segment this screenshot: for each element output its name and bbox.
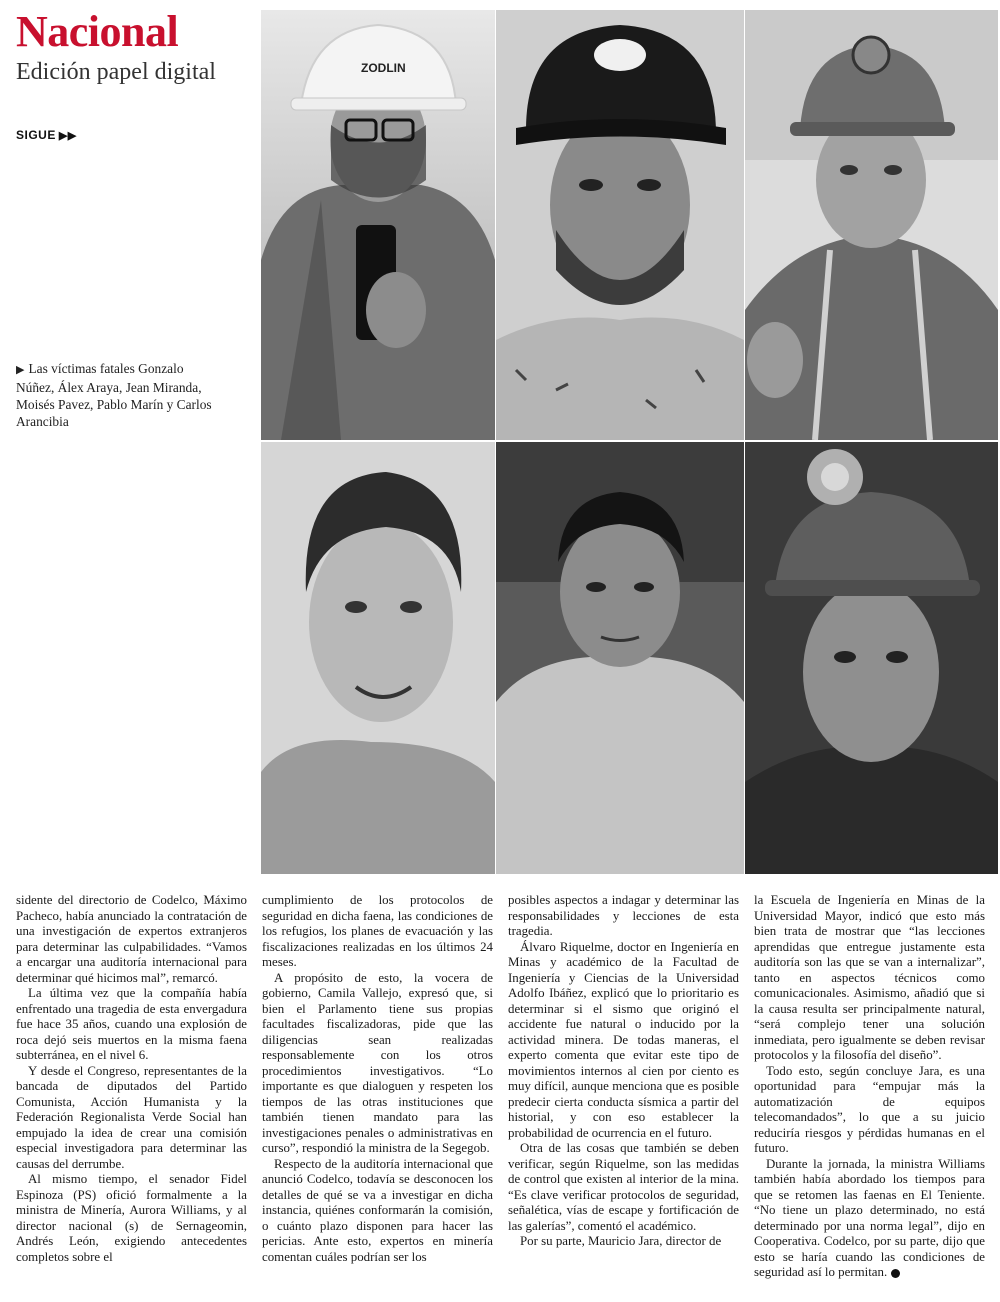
paragraph-text: Durante la jornada, la ministra Williams también había abordado los tiempos para que se retomen las faenas en El Teniente. “No tiene un plazo determinado, no está determinado por una norma legal”, dijo en Cooperativa. Codelco, por su parte, dijo que esto se haría cuando las condiciones de seguridad así lo permitan. [754, 1156, 985, 1279]
victim-photo-1 [261, 10, 495, 440]
paragraph: sidente del directorio de Codelco, Máximo Pacheco, había anunciado la contratación de una investigación de expertos extranjeros para determinar las culpabilidades. “Vamos a encargar una auditoría internacional para determinar qué hicimos mal”, remarcó. [16, 893, 247, 985]
article-column-2 [262, 893, 493, 1293]
caption-marker-icon: ▶ [16, 364, 25, 376]
continue-link[interactable] [16, 128, 77, 142]
paragraph: cumplimiento de los protocolos de seguridad en dicha faena, las condiciones de los refugios, los planes de evacuación y las fiscalizaciones realizadas en los últimos 24 meses. [262, 893, 493, 969]
victim-photo-3 [745, 10, 998, 440]
article-column-3 [508, 893, 739, 1293]
victims-photo-grid [261, 10, 998, 874]
caption-text: Las víctimas fatales Gonzalo Núñez, Álex Araya, Jean Miranda, Moisés Pavez, Pablo Marín y Carlos Arancibia [16, 361, 212, 429]
paragraph: La última vez que la compañía había enfrentado una tragedia de esta envergadura fue hace 35 años, cuando una explosión de roca dejó seis muertos en la misma faena subterránea, en el nivel 6. [16, 986, 247, 1062]
paragraph: Todo esto, según concluye Jara, es una oportunidad para “empujar más la automatización de equipos telecomandados”, lo que a su juicio reduciría riesgos y pérdidas humanas en el futuro. [754, 1063, 985, 1155]
photo-caption [16, 360, 216, 430]
paragraph: A propósito de esto, la vocera de gobierno, Camila Vallejo, expresó que, si bien el Parlamento tiene sus propias facultades fiscalizadoras, pide que las diligencias sean realizadas responsablemente con los otros procedimientos investigativos. “Lo importante es que dialoguen y respeten los tiempos de las otras instituciones que también tienen mandato para las investigaciones penales o administrativas en curso”, respondió la ministra de la Segegob. [262, 970, 493, 1155]
end-of-article-icon [891, 1269, 900, 1278]
victim-photo-6 [745, 442, 998, 874]
victim-photo-5 [496, 442, 744, 874]
article-column-1 [16, 893, 247, 1293]
victim-photo-2 [496, 10, 744, 440]
double-arrow-icon: ▶▶ [58, 130, 77, 142]
masthead [16, 8, 256, 86]
paragraph [754, 1157, 985, 1281]
paragraph: Álvaro Riquelme, doctor en Ingeniería en Minas y académico de la Facultad de Ingeniería y Ciencias de la Universidad Adolfo Ibáñez, explicó que lo prioritario es determinar si el sismo que originó el accidente fue natural o inducido por la actividad minera. De todas maneras, el experto comenta que evitar este tipo de movimientos internos al cien por ciento es muy difícil, aunque menciona que es posible predecir cierta conducta sísmica a partir del historial, y con eso establecer la probabilidad de ocurrencia en el futuro. [508, 939, 739, 1140]
victim-photo-4 [261, 442, 495, 874]
paragraph: posibles aspectos a indagar y determinar las responsabilidades y lecciones de esta tragedia. [508, 893, 739, 938]
article-column-4 [754, 893, 985, 1293]
article-body [16, 893, 986, 1293]
paragraph: Otra de las cosas que también se deben verificar, según Riquelme, son las medidas de control que existen al interior de la mina. “Es clave verificar protocolos de seguridad, señalética, vías de escape y fortificación de las galerías”, comentó el académico. [508, 1141, 739, 1233]
section-title: Nacional [16, 7, 179, 56]
paragraph: Y desde el Congreso, representantes de la bancada de diputados del Partido Comunista, Acción Humanista y la Federación Regionalista Verde Social han empujado la idea de crear una comisión especial investigadora para determinar las causas del derrumbe. [16, 1063, 247, 1171]
paragraph: la Escuela de Ingeniería en Minas de la Universidad Mayor, indicó que esto más bien trata de mostrar que “las lecciones aprendidas que entregue justamente esta auditoría son las que se van a internalizar”, tanto en aspectos técnicos como comunicacionales. Asimismo, añadió que si la causa resulta ser principalmente natural, “será complejo tener una solución inmediata, pero igualmente se deben revisar protocolos y la filosofía del diseño”. [754, 893, 985, 1062]
paragraph: Por su parte, Mauricio Jara, director de [520, 1234, 722, 1248]
helmet-text: ZODLIN [361, 61, 406, 75]
paragraph: Respecto de la auditoría internacional que anunció Codelco, todavía se desconocen los detalles de qué se va a investigar en dicha instancia, quiénes conformarán la comisión, o cuánto plazo disponen para hacer las pericias. Ante esto, expertos en minería comentan cuáles podrían ser los [262, 1156, 493, 1264]
paragraph: Al mismo tiempo, el senador Fidel Espinoza (PS) ofició formalmente a la ministra de Minería, Aurora Williams, y al director nacional (s) de Sernageomin, Andrés León, exigiendo antecedentes completos sobre el [16, 1172, 247, 1264]
edition-subtitle: Edición papel digital [16, 59, 216, 85]
continue-label: SIGUE [16, 128, 56, 142]
